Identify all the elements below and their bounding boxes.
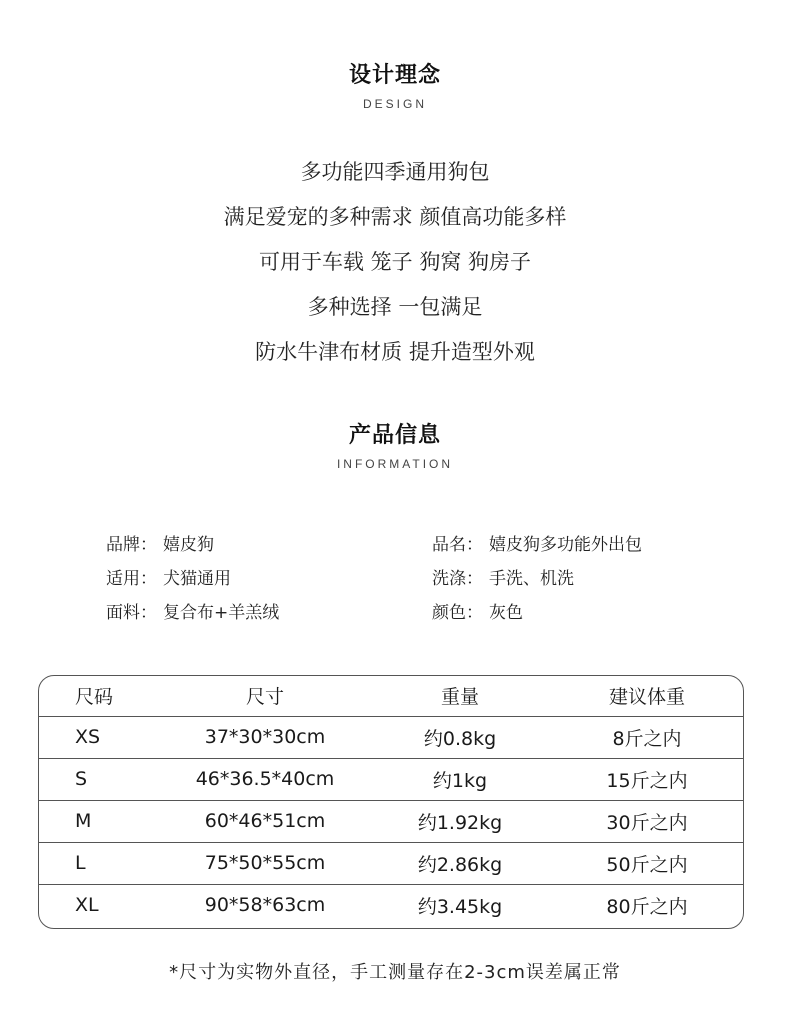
cell-size: M	[39, 800, 175, 842]
info-label: 品牌：	[106, 535, 157, 555]
info-value: 嬉皮狗	[163, 535, 214, 555]
cell-weight: 约3.45kg	[355, 884, 565, 926]
cell-pet-weight: 50斤之内	[565, 842, 743, 884]
info-row	[0, 562, 790, 596]
concept-line: 多功能四季通用狗包	[300, 160, 490, 184]
header-dimensions: 尺寸	[245, 686, 284, 709]
cell-dimensions: 90*58*63cm	[175, 884, 355, 926]
design-concept-list	[0, 150, 790, 375]
table-row	[39, 716, 743, 758]
design-title: 设计理念	[348, 63, 441, 88]
design-subtitle: DESIGN	[362, 97, 427, 111]
info-value: 灰色	[489, 603, 523, 623]
info-value: 复合布+羊羔绒	[163, 603, 280, 623]
cell-dimensions: 37*30*30cm	[175, 716, 355, 758]
table-row	[39, 884, 743, 926]
concept-line: 满足爱宠的多种需求 颜值高功能多样	[223, 205, 567, 229]
measurement-footnote: *尺寸为实物外直径，手工测量存在2-3cm误差属正常	[169, 962, 621, 983]
info-row	[0, 596, 790, 630]
cell-weight: 约2.86kg	[355, 842, 565, 884]
info-value: 犬猫通用	[163, 569, 231, 589]
cell-size: L	[39, 842, 175, 884]
cell-dimensions: 75*50*55cm	[175, 842, 355, 884]
header-weight: 重量	[440, 686, 479, 709]
table-row	[39, 758, 743, 800]
info-item-applicable	[106, 562, 231, 596]
cell-weight: 约1.92kg	[355, 800, 565, 842]
info-label: 品名：	[432, 535, 483, 555]
size-table	[38, 675, 744, 929]
cell-size: S	[39, 758, 175, 800]
info-title: 产品信息	[348, 423, 441, 448]
cell-dimensions: 46*36.5*40cm	[175, 758, 355, 800]
cell-pet-weight: 80斤之内	[565, 884, 743, 926]
info-row	[0, 528, 790, 562]
concept-line: 多种选择 一包满足	[307, 295, 483, 319]
concept-line: 可用于车载 笼子 狗窝 狗房子	[258, 250, 532, 274]
cell-pet-weight: 15斤之内	[565, 758, 743, 800]
header-size: 尺码	[75, 686, 114, 709]
cell-weight: 约1kg	[355, 758, 565, 800]
table-header-row	[39, 676, 743, 716]
info-label: 面料：	[106, 603, 157, 623]
product-info-grid	[0, 528, 790, 630]
info-label: 适用：	[106, 569, 157, 589]
info-item-product-name	[432, 528, 642, 562]
cell-weight: 约0.8kg	[355, 716, 565, 758]
info-item-washing	[432, 562, 574, 596]
cell-pet-weight: 8斤之内	[565, 716, 743, 758]
cell-size: XS	[39, 716, 175, 758]
info-item-brand	[106, 528, 214, 562]
table-row	[39, 842, 743, 884]
cell-pet-weight: 30斤之内	[565, 800, 743, 842]
info-subtitle: INFORMATION	[336, 457, 454, 471]
info-item-fabric	[106, 596, 279, 630]
info-item-color	[432, 596, 523, 630]
info-value: 手洗、机洗	[489, 569, 574, 589]
cell-size: XL	[39, 884, 175, 926]
info-value: 嬉皮狗多功能外出包	[489, 535, 642, 555]
table-row	[39, 800, 743, 842]
info-label: 洗涤：	[432, 569, 483, 589]
cell-dimensions: 60*46*51cm	[175, 800, 355, 842]
info-label: 颜色：	[432, 603, 483, 623]
header-pet-weight: 建议体重	[608, 686, 685, 709]
concept-line: 防水牛津布材质 提升造型外观	[255, 340, 535, 364]
